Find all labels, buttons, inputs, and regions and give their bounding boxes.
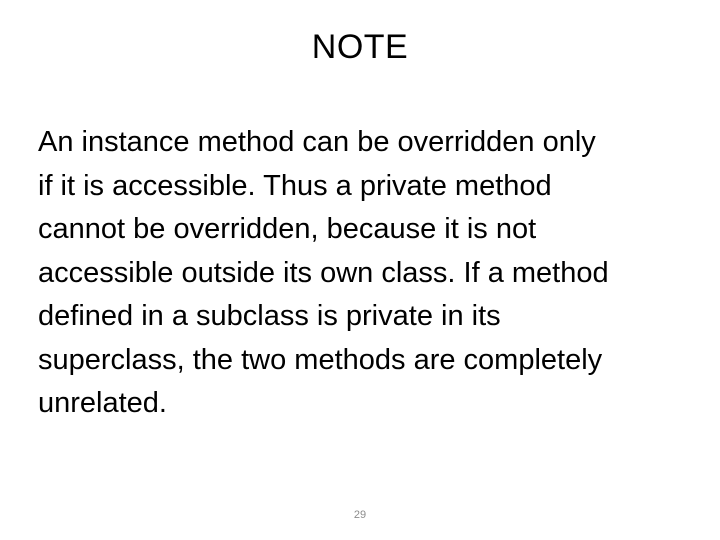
body-line: if it is accessible. Thus a private method bbox=[38, 169, 552, 202]
page-number: 29 bbox=[353, 509, 367, 521]
slide-title: NOTE bbox=[311, 28, 409, 66]
slide-body bbox=[38, 121, 710, 426]
body-line: superclass, the two methods are completely bbox=[38, 343, 603, 376]
body-line: accessible outside its own class. If a method bbox=[38, 256, 609, 289]
body-line: cannot be overridden, because it is not bbox=[38, 213, 537, 245]
body-line: An instance method can be overridden only bbox=[38, 126, 596, 158]
body-line: defined in a subclass is private in its bbox=[38, 300, 501, 332]
body-line: unrelated. bbox=[38, 387, 167, 419]
